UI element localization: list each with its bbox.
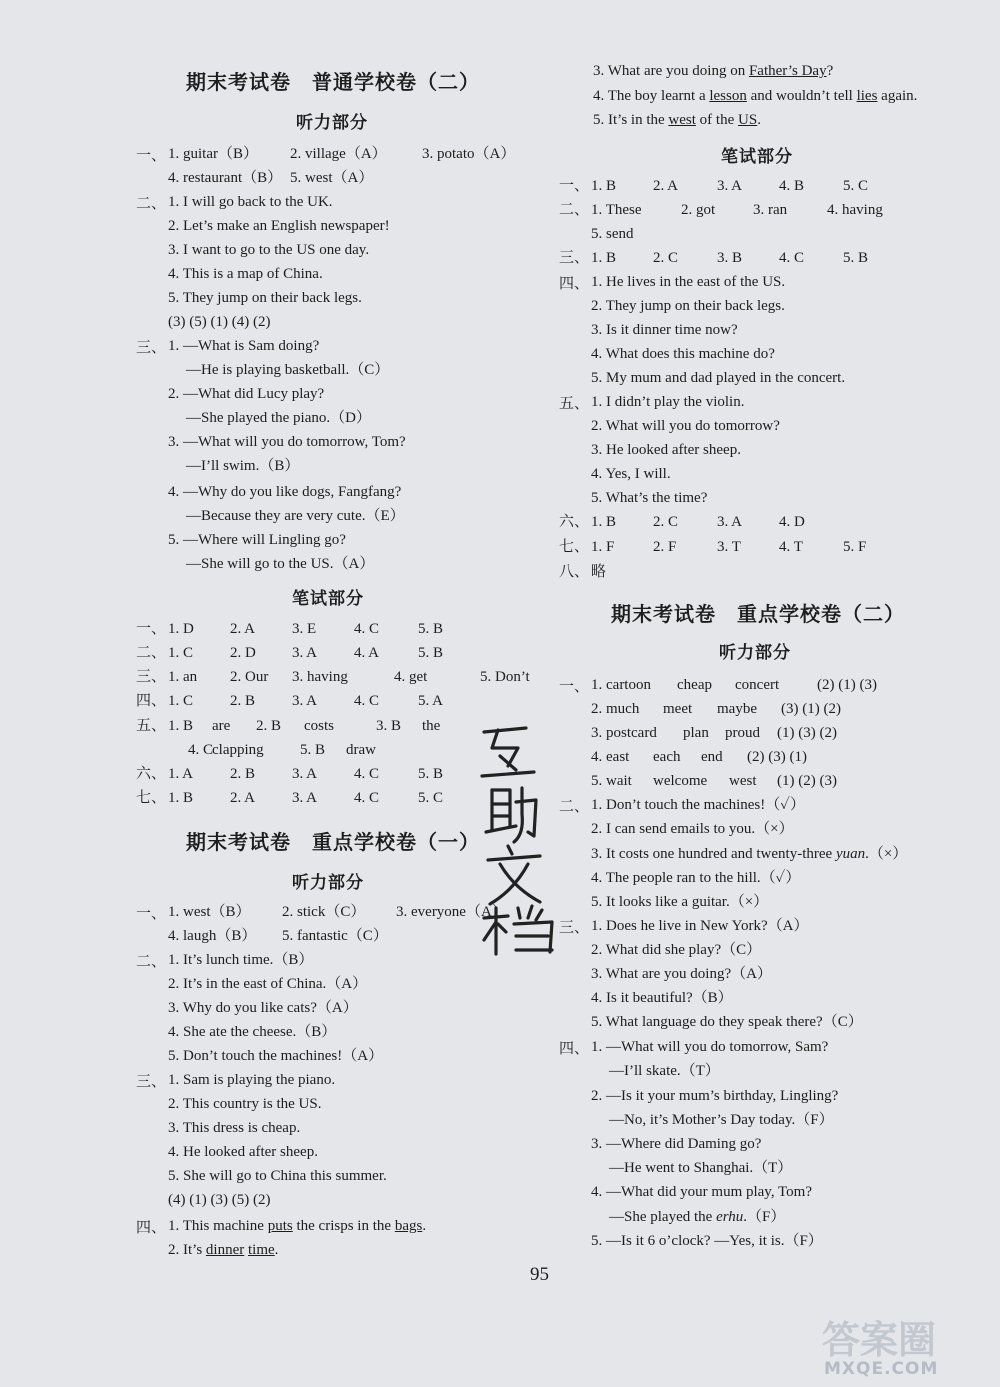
text: ? [826,63,834,79]
answer: 1. These [591,202,642,218]
answer: 3. A [717,178,743,194]
answer: 1. A [168,766,194,782]
answer-line: 5. —Where will Lingling go? [168,532,346,548]
listening-header: 听力部分 [292,873,364,893]
answer-line: 3. This dress is cheap. [168,1120,301,1136]
question-label: 四、 [136,693,167,709]
answer-line: —No, it’s Mother’s Day today.（F） [609,1112,834,1128]
answer-line: 5. My mum and dad played in the concert. [591,370,846,386]
answer-line: 5. Don’t touch the machines!（A） [168,1048,384,1064]
answer: (2) (3) (1) [747,749,807,765]
answer-line: (3) (5) (1) (4) (2) [168,314,271,330]
answer-line: 2. It’s in the east of China.（A） [168,976,368,992]
watermark-cn: 答案圈 [822,1318,937,1362]
answer-line: 3. —Where did Daming go? [591,1136,762,1152]
answer: 1. C [168,693,194,709]
answer: (3) (1) (2) [781,701,841,717]
answer-line: 1. Sam is playing the piano. [168,1072,336,1088]
answer-line: —She played the piano.（D） [186,410,371,426]
answer: 3. potato（A） [422,146,516,162]
text: the crisps in the [292,1218,395,1234]
answer: 2. much [591,701,640,717]
answer-line: 3. —What will you do tomorrow, Tom? [168,434,406,450]
text: .（×） [865,846,908,862]
answer: 3. ran [753,202,788,218]
answer-line: (4) (1) (3) (5) (2) [168,1192,271,1208]
underlined-answer: lesson [709,88,747,104]
answer: meet [663,701,693,717]
question-label: 一、 [136,906,167,922]
answer: 5. B [418,766,444,782]
answer-line [168,1214,426,1238]
underlined-answer: puts [267,1218,293,1234]
answer: 4. C [188,742,214,758]
answer: 5. F [843,539,867,555]
answer: 4. laugh（B） [168,928,257,944]
answer: 2. B [230,693,256,709]
answer: draw [346,742,376,758]
answer-line: 4. He looked after sheep. [168,1144,318,1160]
answer: 1. cartoon [591,677,651,693]
answer: 3. B [376,718,402,734]
answer: end [701,749,723,765]
answer: 1. B [168,790,194,806]
listening-header: 听力部分 [719,643,791,663]
answer: are [212,718,231,734]
answer: 2. C [653,514,679,530]
answer-line: 2. What will you do tomorrow? [591,418,780,434]
answer: 2. C [653,250,679,266]
answer: concert [735,677,780,693]
question-label: 三、 [136,340,167,356]
answer: 4. A [354,645,380,661]
answer: 1. D [168,621,194,637]
answer-line: 3. Why do you like cats?（A） [168,1000,358,1016]
answer-line [609,1205,785,1229]
answer: 5. B [300,742,326,758]
answer-line: 5. —Is it 6 o’clock? —Yes, it is.（F） [591,1233,823,1249]
page-number: 95 [530,1264,549,1285]
answer: west [729,773,757,789]
answer: clapping [212,742,264,758]
answer: 2. B [230,766,256,782]
answer: the [422,718,441,734]
answer-line: 1. —What will you do tomorrow, Sam? [591,1039,829,1055]
answer: 1. B [168,718,194,734]
answer: 3. B [717,250,743,266]
answer-line [593,59,833,83]
answer-line: 1. I will go back to the UK. [168,194,333,210]
answer: 2. F [653,539,677,555]
question-label: 六、 [136,766,167,782]
answer: 5. B [418,645,444,661]
answer-line: 2. This country is the US. [168,1096,322,1112]
answer: 1. west（B） [168,904,251,920]
text: .（F） [743,1209,786,1225]
answer: 3. postcard [591,725,657,741]
answer-line: 2. —What did Lucy play? [168,386,325,402]
answer: (1) (3) (2) [777,725,837,741]
answer-line [593,108,761,132]
italic-word: erhu [716,1209,744,1225]
answer-line: —I’ll swim.（B） [186,458,300,474]
text: and wouldn’t tell [746,88,857,104]
answer: 3. A [292,645,318,661]
answer: 1. guitar（B） [168,146,258,162]
answer: 4. D [779,514,805,530]
answer: 3. E [292,621,317,637]
answer: 2. village（A） [290,146,387,162]
underlined-answer: US [738,112,758,128]
answer: cheap [677,677,712,693]
answer-line: 4. Yes, I will. [591,466,671,482]
question-label: 二、 [136,196,167,212]
question-label: 一、 [559,679,590,695]
question-label: 三、 [559,250,590,266]
underlined-answer: west [668,112,696,128]
underlined-answer: bags [394,1218,423,1234]
answer: welcome [653,773,708,789]
written-header: 笔试部分 [721,147,793,167]
text: 1. This machine [168,1218,268,1234]
text: of the [695,112,738,128]
answer: 4. C [779,250,805,266]
text: 3. What are you doing on [593,63,749,79]
answer: 2. D [230,645,256,661]
answer-line: 3. He looked after sheep. [591,442,741,458]
underlined-answer: lies [856,88,878,104]
text: 2. It’s [168,1242,206,1258]
answer: 4. C [354,621,380,637]
answer: 3. A [292,693,318,709]
answer: 5. A [418,693,444,709]
answer: 1. F [591,539,615,555]
answer-line [591,842,907,866]
answer: 5. wait [591,773,632,789]
question-label: 一、 [136,148,167,164]
handwritten-note-icon [478,718,568,958]
answer-line: 4. —What did your mum play, Tom? [591,1184,813,1200]
answer-line: 1. He lives in the east of the US. [591,274,786,290]
answer-line: 1. Does he live in New York?（A） [591,918,809,934]
watermark-logo [818,1307,998,1385]
answer: proud [725,725,760,741]
question-label: 二、 [559,202,590,218]
answer: 2. A [653,178,679,194]
answer: costs [304,718,334,734]
question-label: 三、 [136,669,167,685]
answer: 5. Don’t [480,669,530,685]
answer: 2. stick（C） [282,904,366,920]
underlined-answer: dinner [205,1242,245,1258]
text: . [422,1218,427,1234]
underlined-answer: time [248,1242,275,1258]
question-label: 四、 [559,1041,590,1057]
section-title-key-1: 期末考试卷 重点学校卷（一） [186,830,480,854]
question-label: 四、 [559,276,590,292]
answer-line: 2. What did she play?（C） [591,942,762,958]
section-title-general-2: 期末考试卷 普通学校卷（二） [186,70,480,94]
answer-line: 1. I didn’t play the violin. [591,394,745,410]
answer: (1) (2) (3) [777,773,837,789]
answer-line: 2. They jump on their back legs. [591,298,785,314]
text: 3. It costs one hundred and twenty-three [591,846,836,862]
answer-line: 4. She ate the cheese.（B） [168,1024,337,1040]
question-label: 四、 [136,1220,167,1236]
answer-line: —He went to Shanghai.（T） [609,1160,793,1176]
answer: 2. B [256,718,282,734]
answer: 略 [591,564,607,580]
question-label: 一、 [559,178,590,194]
answer-line: 2. —Is it your mum’s birthday, Lingling? [591,1088,839,1104]
answer-line: 2. Let’s make an English newspaper! [168,218,390,234]
question-label: 五、 [559,396,590,412]
answer-line: 3. Is it dinner time now? [591,322,738,338]
answer: 3. T [717,539,741,555]
answer: 3. A [292,790,318,806]
answer: 5. west（A） [290,170,374,186]
watermark-url: MXQE.COM [824,1359,939,1379]
answer: maybe [717,701,757,717]
answer-line: 5. send [591,226,634,242]
answer: 3. A [292,766,318,782]
answer: 2. Our [230,669,269,685]
listening-header: 听力部分 [296,113,368,133]
answer: 1. B [591,250,617,266]
answer: 4. B [779,178,805,194]
answer: 4. get [394,669,428,685]
answer-line: 5. What’s the time? [591,490,708,506]
text: 4. The boy learnt a [593,88,710,104]
answer-line: —She will go to the US.（A） [186,556,375,572]
answer: 4. restaurant（B） [168,170,283,186]
underlined-answer: Father’s Day [748,63,827,79]
answer: 5. B [418,621,444,637]
text: 5. It’s in the [593,112,669,128]
answer-line: 4. This is a map of China. [168,266,323,282]
question-label: 二、 [136,954,167,970]
answer-line [168,1238,278,1262]
answer-line: 3. I want to go to the US one day. [168,242,370,258]
written-header: 笔试部分 [292,589,364,609]
text: again. [877,88,918,104]
answer-line: 2. I can send emails to you.（×） [591,821,794,837]
question-label: 三、 [559,920,590,936]
answer: 4. east [591,749,630,765]
answer-line: —Because they are very cute.（E） [186,508,405,524]
answer-line: 4. —Why do you like dogs, Fangfang? [168,484,402,500]
answer: 4. C [354,790,380,806]
section-title-key-2: 期末考试卷 重点学校卷（二） [611,602,905,626]
question-label: 二、 [136,645,167,661]
answer: 1. an [168,669,198,685]
answer-line: 4. The people ran to the hill.（✓） [591,870,801,886]
answer: plan [683,725,709,741]
answer: 3. A [717,514,743,530]
answer-line [593,84,917,108]
answer: each [653,749,681,765]
question-label: 八、 [559,564,590,580]
question-label: 七、 [136,790,167,806]
answer-line: 1. It’s lunch time.（B） [168,952,314,968]
answer: 4. C [354,766,380,782]
answer: 2. A [230,790,256,806]
answer-line: 5. She will go to China this summer. [168,1168,387,1184]
answer: 1. B [591,514,617,530]
answer-line: 1. —What is Sam doing? [168,338,320,354]
answer: (2) (1) (3) [817,677,877,693]
answer: 3. everyone（A） [396,904,507,920]
answer: 4. C [354,693,380,709]
answer: 5. C [418,790,444,806]
answer-line: 5. They jump on their back legs. [168,290,362,306]
answer: 4. having [827,202,883,218]
answer: 3. having [292,669,348,685]
question-label: 一、 [136,621,167,637]
answer-line: 4. What does this machine do? [591,346,775,362]
question-label: 六、 [559,514,590,530]
answer-line: —I’ll skate.（T） [609,1063,720,1079]
italic-word: yuan [835,846,866,862]
question-label: 五、 [136,718,167,734]
text: —She played the [609,1209,717,1225]
answer: 1. C [168,645,194,661]
answer: 1. B [591,178,617,194]
answer: 5. C [843,178,869,194]
answer: 5. B [843,250,869,266]
text: . [757,112,761,128]
answer-line: 5. It looks like a guitar.（×） [591,894,769,910]
answer-line: 1. Don’t touch the machines!（✓） [591,797,805,813]
question-label: 三、 [136,1074,167,1090]
answer-line: —He is playing basketball.（C） [186,362,390,378]
question-label: 二、 [559,799,590,815]
answer-line: 3. What are you doing?（A） [591,966,772,982]
answer: 4. T [779,539,803,555]
answer: 2. A [230,621,256,637]
answer: 2. got [681,202,716,218]
question-label: 七、 [559,539,590,555]
answer: 5. fantastic（C） [282,928,388,944]
text: . [274,1242,279,1258]
answer-line: 4. Is it beautiful?（B） [591,990,733,1006]
answer-line: 5. What language do they speak there?（C） [591,1014,863,1030]
